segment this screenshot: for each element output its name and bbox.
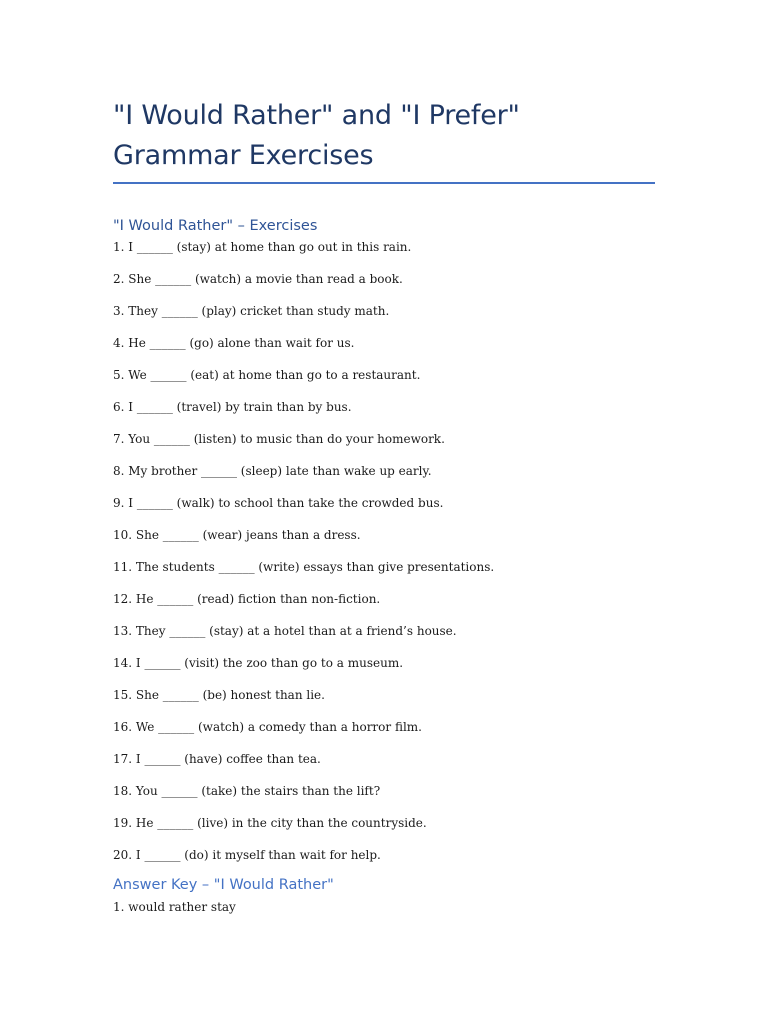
answer-key-heading: Answer Key – "I Would Rather" <box>113 877 334 893</box>
exercise-item: 2. She ______ (watch) a movie than read a book. <box>113 272 403 286</box>
exercise-item: 11. The students ______ (write) essays than give presentations. <box>113 560 495 574</box>
title-line-2: Grammar Exercises <box>113 140 374 171</box>
title-line-1: "I Would Rather" and "I Prefer" <box>113 100 520 131</box>
document-page <box>113 96 655 915</box>
exercise-item: 4. He ______ (go) alone than wait for us. <box>113 336 355 350</box>
exercise-item: 16. We ______ (watch) a comedy than a horror film. <box>113 720 422 734</box>
exercise-item: 13. They ______ (stay) at a hotel than at a friend’s house. <box>113 624 457 638</box>
exercise-item: 9. I ______ (walk) to school than take the crowded bus. <box>113 496 444 510</box>
exercise-item: 10. She ______ (wear) jeans than a dress. <box>113 528 361 542</box>
exercise-item: 12. He ______ (read) fiction than non-fiction. <box>113 592 381 606</box>
exercise-item: 3. They ______ (play) cricket than study math. <box>113 304 390 318</box>
exercise-item: 8. My brother ______ (sleep) late than wake up early. <box>113 464 432 478</box>
exercise-item: 14. I ______ (visit) the zoo than go to a museum. <box>113 656 404 670</box>
answer-list <box>113 899 655 915</box>
document-title <box>113 96 655 176</box>
answer-item: 1. would rather stay <box>113 900 236 914</box>
exercise-item: 1. I ______ (stay) at home than go out in this rain. <box>113 240 412 254</box>
exercise-item: 20. I ______ (do) it myself than wait for help. <box>113 848 381 862</box>
exercise-item: 18. You ______ (take) the stairs than the lift? <box>113 784 381 798</box>
exercise-item: 5. We ______ (eat) at home than go to a restaurant. <box>113 368 421 382</box>
exercise-item: 6. I ______ (travel) by train than by bus. <box>113 400 352 414</box>
exercise-list <box>113 239 655 863</box>
exercise-item: 15. She ______ (be) honest than lie. <box>113 688 325 702</box>
exercise-item: 17. I ______ (have) coffee than tea. <box>113 752 321 766</box>
exercise-item: 7. You ______ (listen) to music than do your homework. <box>113 432 445 446</box>
exercises-heading: "I Would Rather" – Exercises <box>113 218 318 234</box>
title-divider <box>113 182 655 184</box>
exercise-item: 19. He ______ (live) in the city than the countryside. <box>113 816 427 830</box>
